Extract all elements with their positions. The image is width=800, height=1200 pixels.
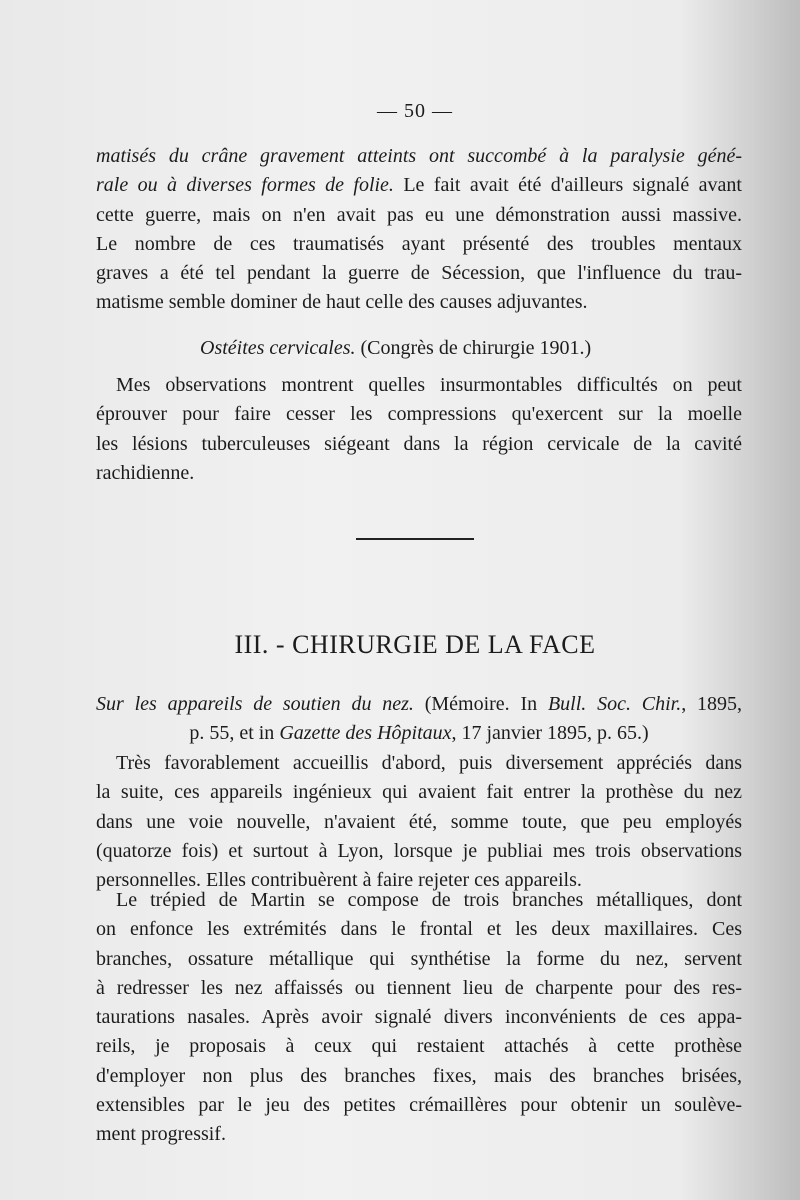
text-line: ment progressif. bbox=[96, 1123, 226, 1146]
appareils-title: Sur les appareils de soutien du nez. bbox=[96, 693, 414, 715]
text-line bbox=[96, 690, 742, 719]
text-line: Mes observations montrent quelles insurmontables difficultés on peut bbox=[116, 374, 742, 396]
text-line: d'employer non plus des branches fixes, mais des branches brisées, bbox=[96, 1064, 742, 1087]
text-line: Très favorablement accueillis d'abord, puis diversement appréciés dans bbox=[116, 752, 742, 774]
osteites-title-line bbox=[96, 334, 742, 363]
osteites-reference: (Congrès de chirurgie 1901.) bbox=[355, 337, 592, 359]
appareils-title-block bbox=[96, 690, 742, 749]
text-line: reils, je proposais à ceux qui restaient attachés à cette prothèse bbox=[96, 1035, 742, 1058]
text-line bbox=[96, 171, 742, 200]
text-line: matisés du crâne gravement atteints ont succombé à la paralysie géné- bbox=[96, 145, 742, 167]
text-line bbox=[96, 719, 742, 748]
text-italic: rale ou à diverses formes de folie. bbox=[96, 174, 394, 197]
text-line: (quatorze fois) et surtout à Lyon, lorsque je publiai mes trois observations bbox=[96, 839, 742, 862]
paragraph-traumatismes bbox=[96, 142, 742, 318]
paragraph-observations bbox=[96, 371, 742, 488]
text-line: cette guerre, mais on n'en avait pas eu une démonstration aussi massive. bbox=[96, 203, 742, 226]
text-normal: (Mémoire. In bbox=[413, 693, 548, 715]
osteites-title: Ostéites cervicales. bbox=[200, 337, 356, 359]
text-normal: , 1895, bbox=[681, 693, 742, 715]
text-line: on enfonce les extrémités dans le frontal et les deux maxillaires. Ces bbox=[96, 918, 742, 941]
section-divider bbox=[356, 538, 474, 540]
text-line: rachidienne. bbox=[96, 461, 195, 484]
text-line: Le trépied de Martin se compose de trois branches métalliques, dont bbox=[116, 889, 742, 911]
text-line: à redresser les nez affaissés ou tiennent lieu de charpente pour des res- bbox=[96, 976, 742, 999]
text-line: matisme semble dominer de haut celle des causes adjuvantes. bbox=[96, 291, 588, 314]
paragraph-accueil bbox=[96, 749, 742, 895]
text-line: branches, ossature métallique qui synthétise la forme du nez, servent bbox=[96, 947, 742, 970]
text-line: Le nombre de ces traumatisés ayant présenté des troubles mentaux bbox=[96, 232, 742, 255]
text-line: la suite, ces appareils ingénieux qui avaient fait entrer la prothèse du nez bbox=[96, 781, 742, 804]
text-italic: Bull. Soc. Chir. bbox=[547, 693, 682, 715]
text-line: taurations nasales. Après avoir signalé divers inconvénients de ces appa- bbox=[96, 1006, 742, 1029]
text-line: personnelles. Elles contribuèrent à faire rejeter ces appareils. bbox=[96, 869, 582, 892]
page-number: — 50 — bbox=[377, 100, 453, 122]
section-heading: III. - CHIRURGIE DE LA FACE bbox=[234, 630, 596, 659]
text-normal: p. 55, et in bbox=[189, 722, 280, 745]
text-normal: , 17 janvier 1895, p. 65.) bbox=[451, 722, 649, 745]
paragraph-trepied bbox=[96, 886, 742, 1150]
text-italic: Gazette des Hôpitaux bbox=[279, 722, 452, 745]
text-line: éprouver pour faire cesser les compressions qu'exercent sur la moelle bbox=[96, 403, 742, 426]
text-line: graves a été tel pendant la guerre de Sécession, que l'influence du trau- bbox=[96, 262, 742, 285]
text-line bbox=[200, 334, 742, 363]
text-normal: Le fait avait été d'ailleurs signalé avant bbox=[393, 174, 742, 197]
text-line: les lésions tuberculeuses siégeant dans la région cervicale de la cavité bbox=[96, 432, 742, 455]
text-line: extensibles par le jeu des petites crémaillères pour obtenir un soulève- bbox=[96, 1094, 742, 1117]
text-line: dans une voie nouvelle, n'avaient été, somme toute, que peu employés bbox=[96, 810, 742, 833]
